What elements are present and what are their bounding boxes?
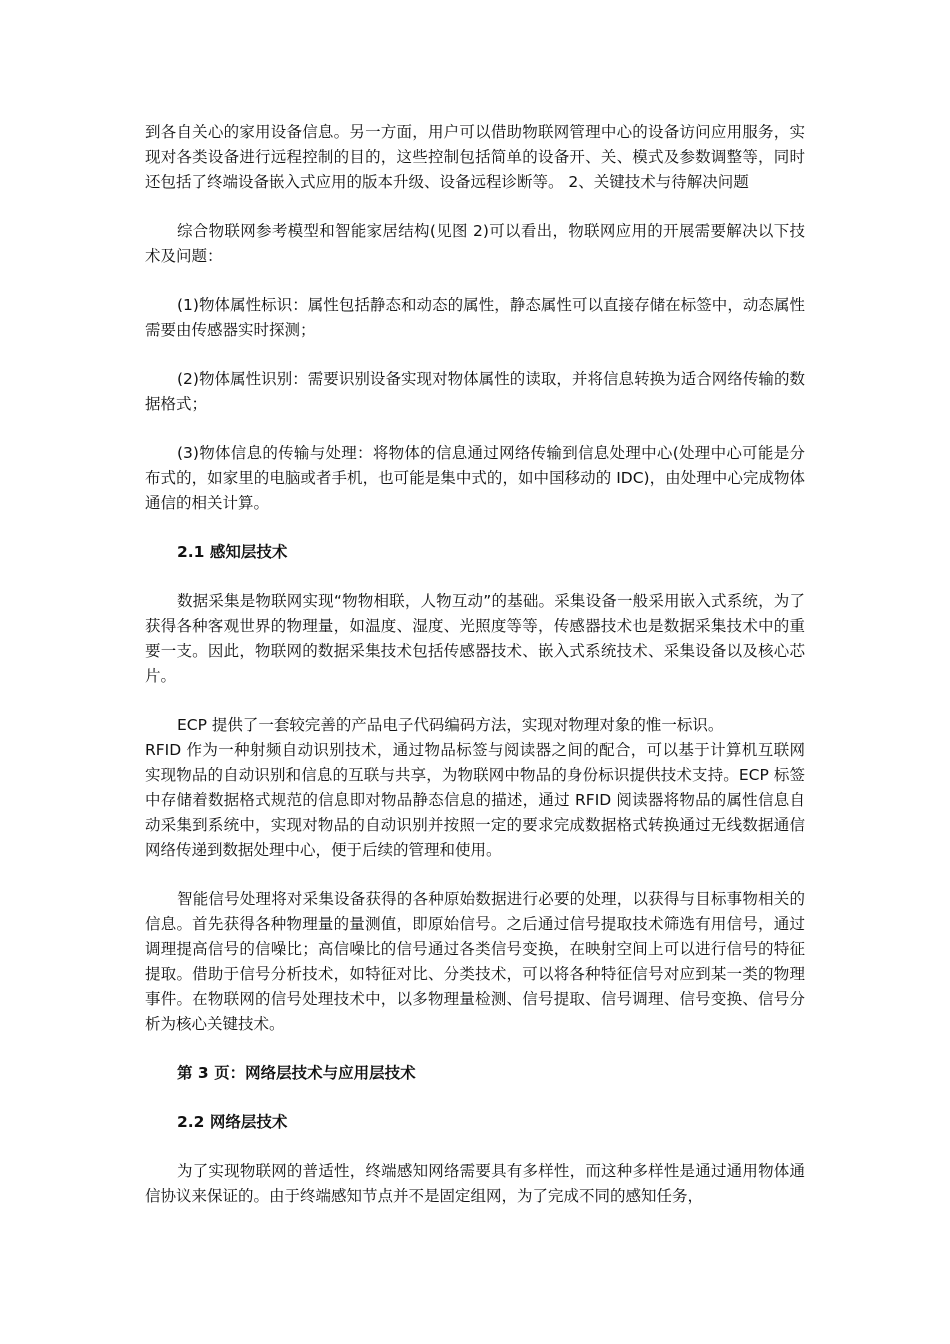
- document-page: [145, 120, 805, 1209]
- paragraph-rfid: RFID 作为一种射频自动识别技术，通过物品标签与阅读器之间的配合，可以基于计算机互联网实现物品的自动识别和信息的互联与共享，为物联网中物品的身份标识提供技术支持。ECP 标签中存储着数据格式规范的信息即对物品静态信息的描述，通过 RFID 阅读器将物品的属性信息自动采集到系统中，实现对物品的自动识别并按照一定的要求完成数据格式转换通过无线数据通信网络传递到数据处理中心，便于后续的管理和使用。: [145, 741, 805, 859]
- paragraph-item-1: (1)物体属性标识：属性包括静态和动态的属性，静态属性可以直接存储在标签中，动态属性需要由传感器实时探测；: [145, 296, 805, 339]
- paragraph-intro: 到各自关心的家用设备信息。另一方面，用户可以借助物联网管理中心的设备访问应用服务，实现对各类设备进行远程控制的目的，这些控制包括简单的设备开、关、模式及参数调整等，同时还包括了终端设备嵌入式应用的版本升级、设备远程诊断等。 2、关键技术与待解决问题: [145, 123, 805, 191]
- section-heading-perception: 2.1 感知层技术: [177, 543, 288, 561]
- paragraph-signal-processing: 智能信号处理将对采集设备获得的各种原始数据进行必要的处理，以获得与目标事物相关的信息。首先获得各种物理量的量测值，即原始信号。之后通过信号提取技术筛选有用信号，通过调理提高信号的信噪比；高信噪比的信号通过各类信号变换，在映射空间上可以进行信号的特征提取。借助于信号分析技术，如特征对比、分类技术，可以将各种特征信号对应到某一类的物理事件。在物联网的信号处理技术中，以多物理量检测、信号提取、信号调理、信号变换、信号分析为核心关键技术。: [145, 890, 805, 1033]
- page-heading-3: 第 3 页：网络层技术与应用层技术: [177, 1064, 416, 1082]
- paragraph-item-3: (3)物体信息的传输与处理：将物体的信息通过网络传输到信息处理中心(处理中心可能是分布式的，如家里的电脑或者手机，也可能是集中式的，如中国移动的 IDC)，由处理中心完成物体通信的相关计算。: [145, 444, 805, 512]
- paragraph-ecp: ECP 提供了一套较完善的产品电子代码编码方法，实现对物理对象的惟一标识。: [177, 716, 724, 734]
- section-heading-network: 2.2 网络层技术: [177, 1113, 288, 1131]
- paragraph-overview: 综合物联网参考模型和智能家居结构(见图 2)可以看出，物联网应用的开展需要解决以下技术及问题：: [145, 222, 805, 265]
- paragraph-network: 为了实现物联网的普适性，终端感知网络需要具有多样性，而这种多样性是通过通用物体通信协议来保证的。由于终端感知节点并不是固定组网，为了完成不同的感知任务，: [145, 1162, 805, 1205]
- paragraph-item-2: (2)物体属性识别：需要识别设备实现对物体属性的读取，并将信息转换为适合网络传输的数据格式；: [145, 370, 805, 413]
- paragraph-data-collection: 数据采集是物联网实现“物物相联，人物互动”的基础。采集设备一般采用嵌入式系统，为了获得各种客观世界的物理量，如温度、湿度、光照度等等，传感器技术也是数据采集技术中的重要一支。因此，物联网的数据采集技术包括传感器技术、嵌入式系统技术、采集设备以及核心芯片。: [145, 592, 805, 685]
